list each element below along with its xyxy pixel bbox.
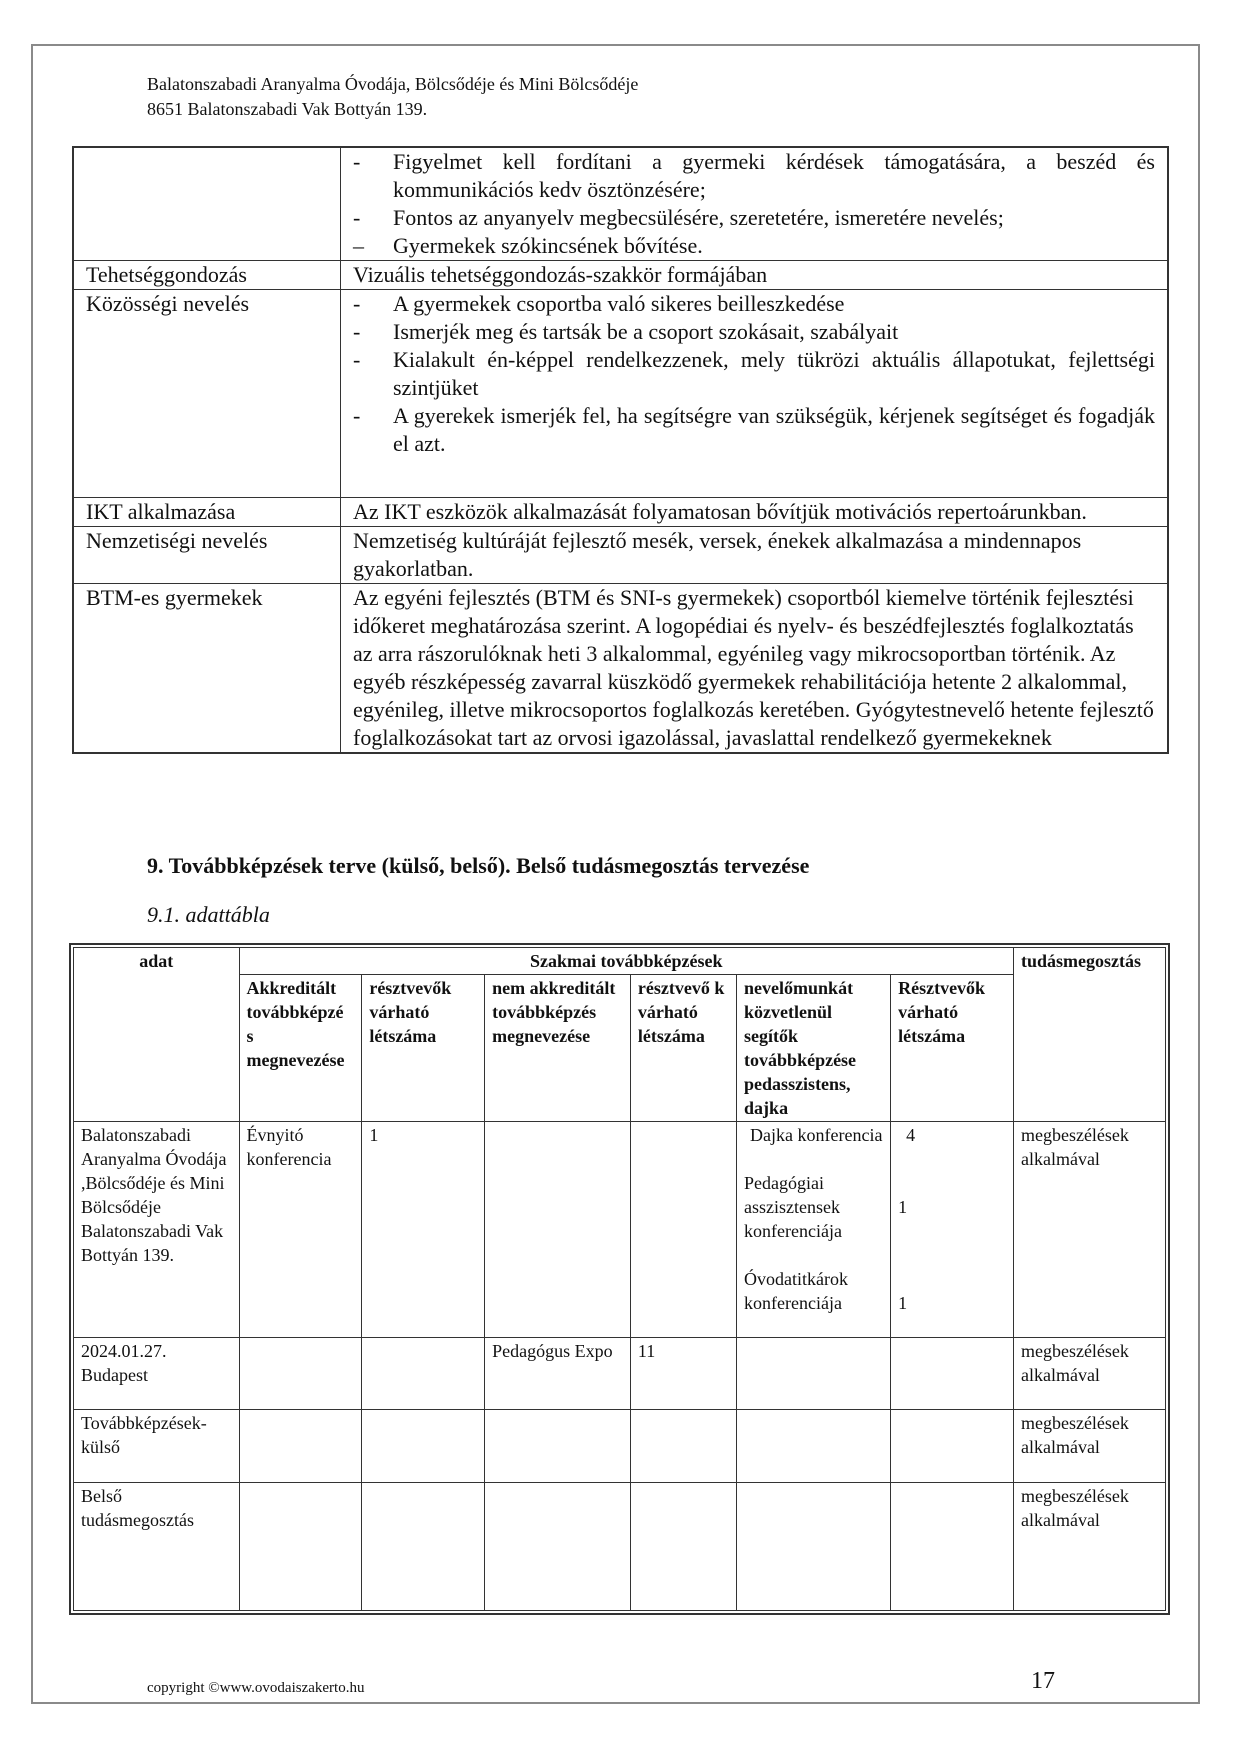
list-item-text: Fontos az anyanyelv megbecsülésére, szeretetére, ismeretére nevelés;: [393, 205, 1004, 230]
cell-segitok: [737, 1338, 891, 1410]
header-resztvevok: résztvevők várható létszáma: [362, 975, 485, 1122]
cell-count: [362, 1338, 485, 1410]
list-item: - A gyerekek ismerjék fel, ha segítségre van szükségük, kérjenek segítséget és fogadják el azt.: [353, 403, 1155, 456]
document-header: [147, 72, 638, 122]
cell-count: 1: [362, 1122, 485, 1338]
training-table: [73, 947, 1166, 1611]
segitok-item: Pedagógiai asszisztensek konferenciája: [744, 1173, 842, 1241]
table-row: [73, 261, 1168, 290]
list-item-text: Kialakult én-képpel rendelkezzenek, mely tükrözi aktuális állapotukat, fejlettségi szintjüket: [393, 347, 1155, 400]
footer-copyright: copyright ©www.ovodaiszakerto.hu: [147, 1680, 365, 1696]
cell-empty: [891, 1410, 1014, 1483]
header-institution: Balatonszabadi Aranyalma Óvodája, Bölcsődéje és Mini Bölcsődéje: [147, 74, 639, 94]
row-label: BTM-es gyermekek: [73, 584, 341, 754]
cell-tudasmegosztas: megbeszélések alkalmával: [1013, 1122, 1165, 1338]
cell-akkreditalt: Évnyitó konferencia: [239, 1122, 362, 1338]
cell-tudasmegosztas: megbeszélések alkalmával: [1013, 1483, 1165, 1611]
page-number: 17: [1031, 1668, 1055, 1694]
table-row: [73, 147, 1168, 261]
cell-count: [891, 1122, 1014, 1338]
section-title: 9. Továbbképzések terve (külső, belső). Belső tudásmegosztás tervezése: [147, 853, 810, 878]
list-item-text: Gyermekek szókincsének bővítése.: [393, 233, 703, 258]
list-item-text: Figyelmet kell fordítani a gyermeki kérdések támogatására, a beszéd és kommunikációs kedv ösztönzésére;: [393, 149, 1155, 202]
cell-adat: Továbbképzések-külső: [74, 1410, 240, 1483]
cell-nem-akkreditalt: [485, 1122, 631, 1338]
header-akkreditalt: Akkreditált továbbképzé s megnevezése: [239, 975, 362, 1122]
cell-tudasmegosztas: megbeszélések alkalmával: [1013, 1410, 1165, 1483]
spacer: [744, 1147, 883, 1171]
row-label: [73, 147, 341, 261]
spacer: [898, 1147, 1006, 1171]
spacer: [898, 1267, 1006, 1291]
list-item: - A gyermekek csoportba való sikeres beilleszkedése: [353, 291, 845, 316]
header-tudasmegosztas: tudásmegosztás: [1013, 948, 1165, 1122]
cell-empty: [737, 1410, 891, 1483]
list-item: - Kialakult én-képpel rendelkezzenek, mely tükrözi aktuális állapotukat, fejlettségi szintjüket: [353, 347, 1155, 400]
spacer: [898, 1219, 1006, 1243]
header-adat: adat: [74, 948, 240, 1122]
cell-akkreditalt: [239, 1338, 362, 1410]
cell-empty: [630, 1410, 736, 1483]
segitok-item: Óvodatitkárok konferenciája: [744, 1269, 849, 1313]
cell-adat: 2024.01.27. Budapest: [74, 1338, 240, 1410]
list-item: - Figyelmet kell fordítani a gyermeki kérdések támogatására, a beszéd és kommunikációs kedv ösztönzésére;: [353, 149, 1155, 202]
spacer: [744, 1243, 883, 1267]
row-value: Nemzetiség kultúráját fejlesztő mesék, versek, énekek alkalmazása a mindennapos gyakorlatban.: [341, 527, 1169, 584]
row-value: [341, 147, 1169, 261]
cell-adat: Balatonszabadi Aranyalma Óvodája ,Bölcsődéje és Mini Bölcsődéje Balatonszabadi Vak Bottyán 139.: [74, 1122, 240, 1338]
cell-count: 11: [630, 1338, 736, 1410]
cell-empty: [239, 1483, 362, 1611]
row-label: Nemzetiségi nevelés: [73, 527, 341, 584]
table-row: [74, 1410, 1166, 1483]
header-nem-akkreditalt: nem akkreditált továbbképzés megnevezése: [485, 975, 631, 1122]
header-szakmai: Szakmai továbbképzések: [239, 948, 1013, 975]
pedagogy-table: [72, 146, 1169, 754]
cell-empty: [362, 1483, 485, 1611]
row-value: Az egyéni fejlesztés (BTM és SNI-s gyermekek) csoportból kiemelve történik fejlesztési időkeret meghatározása szerint. A logopédiai és nyelv- és beszédfejlesztés foglalkoztatás az arra rászorulóknak heti 3 alkalommal, egyénileg vagy mikrocsoportban történik. Az egyéb részképesség zavarral küszködő gyermekek rehabilitációja hetente 2 alkalommal, egyénileg, illetve mikrocsoportos foglalkozás keretében. Gyógytestnevelő hetente fejlesztő foglalkozásokat tart az orvosi igazolással, javaslattal rendelkező gyermekeknek: [341, 584, 1169, 754]
header-resztvevok-2: résztvevő k várható létszáma: [630, 975, 736, 1122]
spacer: [898, 1171, 1006, 1195]
section-subtitle: 9.1. adattábla: [147, 902, 270, 927]
row-value: Vizuális tehetséggondozás-szakkör formájában: [341, 261, 1169, 290]
row-label: IKT alkalmazása: [73, 498, 341, 527]
segitok-item: Dajka konferencia: [750, 1125, 883, 1145]
cell-empty: [485, 1410, 631, 1483]
row-value: Az IKT eszközök alkalmazását folyamatosan bővítjük motivációs repertoárunkban.: [341, 498, 1169, 527]
cell-empty: [362, 1410, 485, 1483]
cell-empty: [891, 1483, 1014, 1611]
count-item: 4: [906, 1125, 916, 1145]
cell-nem-akkreditalt: Pedagógus Expo: [485, 1338, 631, 1410]
list-item: - Fontos az anyanyelv megbecsülésére, szeretetére, ismeretére nevelés;: [353, 205, 1004, 230]
cell-count: [891, 1338, 1014, 1410]
list-item-text: A gyermekek csoportba való sikeres beilleszkedése: [393, 291, 845, 316]
cell-empty: [737, 1483, 891, 1611]
table-row: [74, 1122, 1166, 1338]
table-row: [73, 527, 1168, 584]
row-label: Tehetséggondozás: [73, 261, 341, 290]
table-row: [74, 1483, 1166, 1611]
list-item: – Gyermekek szókincsének bővítése.: [353, 233, 703, 258]
list-item-text: A gyerekek ismerjék fel, ha segítségre van szükségük, kérjenek segítséget és fogadják el azt.: [393, 403, 1155, 456]
cell-count: [630, 1122, 736, 1338]
list-item: - Ismerjék meg és tartsák be a csoport szokásait, szabályait: [353, 319, 899, 344]
table-row: [73, 584, 1168, 754]
header-address: 8651 Balatonszabadi Vak Bottyán 139.: [147, 99, 428, 119]
table-row: [73, 290, 1168, 498]
row-label: Közösségi nevelés: [73, 290, 341, 498]
row-value: [341, 290, 1169, 498]
list-item-text: Ismerjék meg és tartsák be a csoport szokásait, szabályait: [393, 319, 899, 344]
header-segitok: nevelőmunkát közvetlenül segítők továbbképzése pedasszistens, dajka: [737, 975, 891, 1122]
cell-empty: [630, 1483, 736, 1611]
count-item: 1: [898, 1197, 908, 1217]
table-header-row: [74, 948, 1166, 975]
table-row: [74, 1338, 1166, 1410]
count-item: 1: [898, 1293, 908, 1313]
cell-adat: Belső tudásmegosztás: [74, 1483, 240, 1611]
cell-tudasmegosztas: megbeszélések alkalmával: [1013, 1338, 1165, 1410]
bullet-list: [353, 148, 1155, 260]
bullet-list: [353, 290, 1155, 458]
cell-empty: [485, 1483, 631, 1611]
header-resztvevok-3: Résztvevők várható létszáma: [891, 975, 1014, 1122]
cell-empty: [239, 1410, 362, 1483]
spacer: [898, 1243, 1006, 1267]
table-row: [73, 498, 1168, 527]
cell-segitok: [737, 1122, 891, 1338]
training-table-frame: [69, 943, 1170, 1615]
